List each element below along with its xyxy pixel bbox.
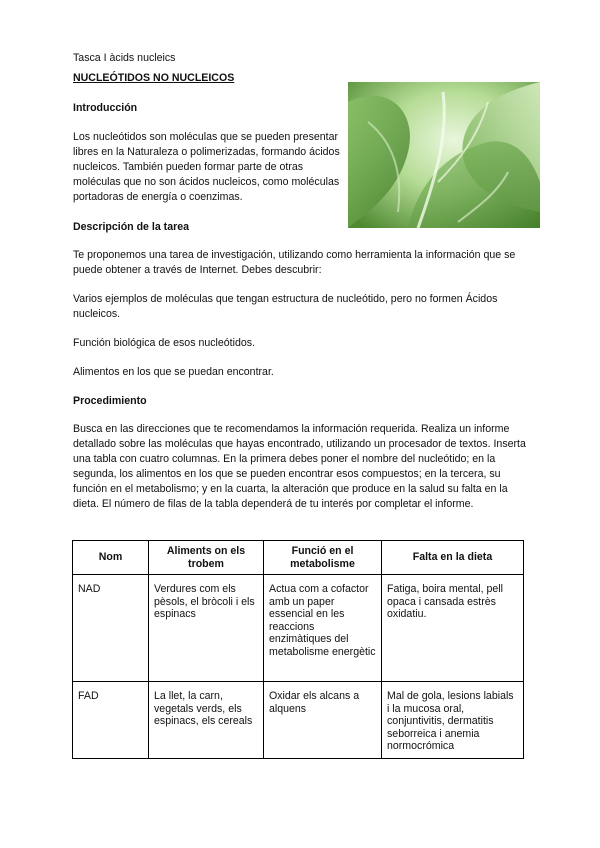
header-falta: Falta en la dieta bbox=[382, 541, 524, 575]
header-aliments: Aliments on els trobem bbox=[149, 541, 264, 575]
task-paragraph-1: Te proponemos una tarea de investigación, utilizando como herramienta la información que se puede obtener a través de Internet. Debes descubrir: bbox=[73, 249, 516, 276]
cell-function: Oxidar els alcans a alquens bbox=[264, 682, 382, 759]
task-paragraph-3: Función biológica de esos nucleótidos. bbox=[73, 337, 255, 349]
header-nom: Nom bbox=[73, 541, 149, 575]
procedure-heading: Procedimiento bbox=[73, 395, 147, 407]
task-paragraph-4: Alimentos en los que se puedan encontrar. bbox=[73, 366, 274, 378]
lettuce-leaf-photo bbox=[348, 82, 540, 228]
cell-deficiency: Mal de gola, lesions labials i la mucosa oral, conjuntivitis, dermatitis seborreica i anemia normocrómica bbox=[382, 682, 524, 759]
cell-foods: La llet, la carn, vegetals verds, els espinacs, els cereals bbox=[149, 682, 264, 759]
lettuce-leaf-icon bbox=[348, 82, 540, 228]
intro-text: Los nucleótidos son moléculas que se pueden presentar libres en la Naturaleza o polimerizadas, formando ácidos nucleicos. También pueden formar parte de otras moléculas que no son ácidos nucleicos, como moléculas portadoras de energía o coenzimas. bbox=[73, 131, 340, 203]
cell-foods: Verdures com els pèsols, el bròcoli i els espinacs bbox=[149, 575, 264, 682]
task-heading: Descripción de la tarea bbox=[73, 221, 189, 233]
table-row bbox=[73, 682, 524, 759]
intro-heading: Introducción bbox=[73, 102, 138, 114]
document-subject: Tasca I àcids nucleics bbox=[73, 52, 176, 64]
table-row bbox=[73, 575, 524, 682]
nucleotide-table bbox=[72, 540, 524, 759]
cell-name: FAD bbox=[73, 682, 149, 759]
task-paragraph-2: Varios ejemplos de moléculas que tengan estructura de nucleótido, pero no formen Ácidos nucleicos. bbox=[73, 293, 498, 320]
cell-deficiency: Fatiga, boira mental, pell opaca i cansada estrès oxidatiu. bbox=[382, 575, 524, 682]
table-header-row bbox=[73, 541, 524, 575]
cell-name: NAD bbox=[73, 575, 149, 682]
cell-function: Actua com a cofactor amb un paper essencial en les reaccions enzimàtiques del metabolisme energètic bbox=[264, 575, 382, 682]
page-title: NUCLEÓTIDOS NO NUCLEICOS bbox=[73, 72, 235, 84]
header-funcio: Funció en el metabolisme bbox=[264, 541, 382, 575]
procedure-text: Busca en las direcciones que te recomendamos la información requerida. Realiza un informe detallado sobre las moléculas que hayas encontrado, utilizando un procesador de textos. Inserta una tabla con cuatro columnas. En la primera debes poner el nombre del nucleótido; en la segunda, los alimentos en los que se pueden encontrar esos compuestos; en la tercera, su función en el metabolismo; y en la cuarta, la alteración que produce en la salud su falta en la dieta. El número de filas de la tabla dependerá de tu interés por completar el informe. bbox=[73, 423, 526, 510]
